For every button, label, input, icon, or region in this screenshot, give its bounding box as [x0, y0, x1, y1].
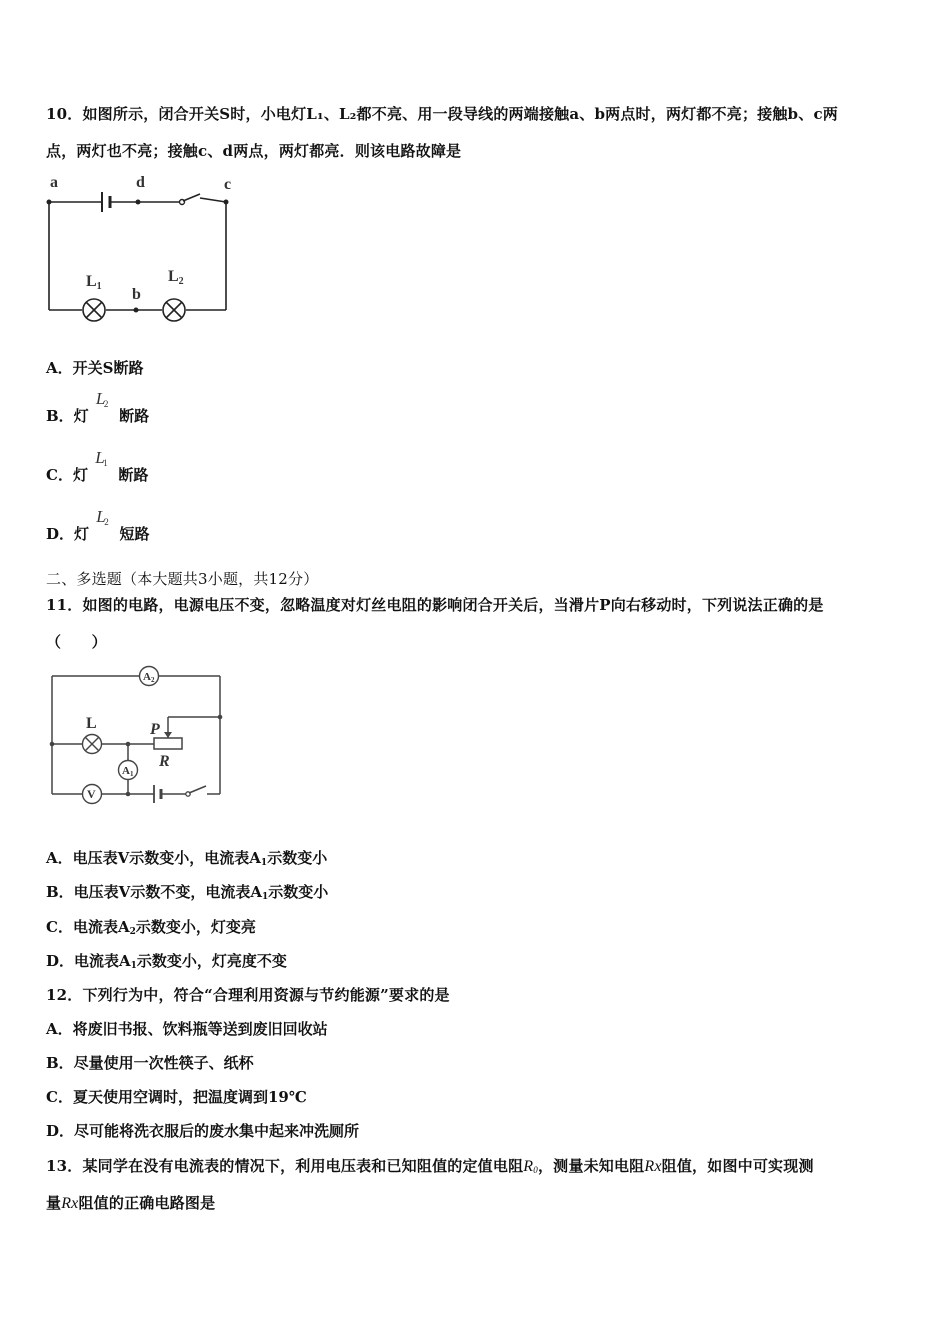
q12-option-b[interactable]: B．尽量使用一次性筷子、纸杯: [46, 1054, 254, 1072]
q10-option-a[interactable]: A．开关S断路: [46, 359, 144, 377]
q10-option-c[interactable]: [46, 448, 149, 485]
q12-option-c[interactable]: C．夏天使用空调时，把温度调到19℃: [46, 1088, 307, 1106]
voltmeter-label: V: [87, 787, 96, 801]
q13-text-c: 阻值，如图中可实现测: [661, 1157, 814, 1175]
node-c: [224, 200, 229, 205]
label-L2: L2: [168, 268, 184, 287]
option-suffix: 断路: [118, 466, 149, 484]
var-L2: L 2: [95, 389, 109, 409]
node-right: [218, 715, 223, 720]
q10-stem-line1: 10．如图所示，闭合开关S时，小电灯L₁、L₂都不亮、用一段导线的两端接触a、b两点时，两灯都不亮；接触b、c两: [46, 105, 838, 123]
option-prefix: D．灯: [46, 525, 90, 543]
q11-option-c[interactable]: C．电流表$A_2$示数变小，灯变亮: [46, 918, 256, 937]
slider-label: P: [150, 721, 160, 738]
q13-stem-line2: [46, 1192, 215, 1213]
var-L1: L 1: [95, 448, 108, 468]
slider-arrow: [164, 732, 172, 738]
q13-rx: Rx: [61, 1195, 79, 1212]
q12-option-a[interactable]: A．将废旧书报、饮料瓶等送到废旧回收站: [46, 1020, 328, 1038]
var-L2: L 2: [96, 507, 109, 527]
q13-text-b: ，测量未知电阻: [537, 1157, 645, 1175]
node-a1-bottom: [126, 792, 131, 797]
node-b: [134, 308, 139, 313]
q12-option-d[interactable]: D．尽可能将洗衣服后的废水集中起来冲洗厕所: [46, 1122, 360, 1140]
label-c: c: [224, 176, 232, 193]
q10-option-b[interactable]: [46, 389, 150, 426]
node-d: [136, 200, 141, 205]
q11-option-d[interactable]: D．电流表$A_1$示数变小，灯亮度不变: [46, 952, 287, 971]
node-a1-top: [126, 742, 131, 747]
q11-option-a[interactable]: A．电压表V示数变小，电流表$A_1$示数变小: [46, 849, 328, 868]
q13-text-d: 量: [46, 1194, 62, 1212]
option-prefix: B．灯: [46, 407, 89, 425]
label-L1: L1: [86, 273, 102, 292]
option-suffix: 断路: [119, 407, 150, 425]
q11-circuit-diagram: [44, 662, 229, 807]
section-title-multiple-choice: 二、多选题（本大题共3小题，共12分）: [46, 570, 319, 588]
q13-stem-line1: [46, 1155, 814, 1176]
q12-stem: 12．下列行为中，符合“合理利用资源与节约能源”要求的是: [46, 986, 450, 1004]
q11-option-b[interactable]: B．电压表V示数不变，电流表$A_1$示数变小: [46, 883, 329, 902]
q11-stem-line2: （ ）: [46, 633, 107, 651]
option-prefix: C．灯: [46, 466, 88, 484]
node-left-mid: [50, 742, 55, 747]
q13-text-a: 13．某同学在没有电流表的情况下，利用电压表和已知阻值的定值电阻: [46, 1157, 524, 1175]
switch-blade: [189, 786, 206, 793]
q11-stem-line1: 11．如图的电路，电源电压不变，忽略温度对灯丝电阻的影响闭合开关后，当滑片P向右移动时，下列说法正确的是: [46, 596, 824, 614]
q13-r0: $R_0$: [523, 1158, 538, 1175]
label-d: d: [136, 174, 145, 191]
label-a: a: [50, 174, 58, 191]
option-suffix: 短路: [119, 525, 150, 543]
ammeter-a2-label: A2: [143, 671, 155, 684]
lamp-label: L: [86, 715, 97, 732]
q10-stem-line2: 点，两灯也不亮；接触c、d两点，两灯都亮．则该电路故障是: [46, 142, 462, 160]
q10-circuit-diagram: [40, 170, 240, 335]
q13-rx: Rx: [644, 1158, 662, 1175]
rheostat-label: R: [159, 753, 170, 770]
q13-text-e: 阻值的正确电路图是: [78, 1194, 216, 1212]
ammeter-a1-label: A1: [122, 765, 134, 778]
q10-option-d[interactable]: [46, 507, 150, 544]
switch-blade: [183, 194, 200, 201]
label-b: b: [132, 286, 141, 303]
node-a: [47, 200, 52, 205]
